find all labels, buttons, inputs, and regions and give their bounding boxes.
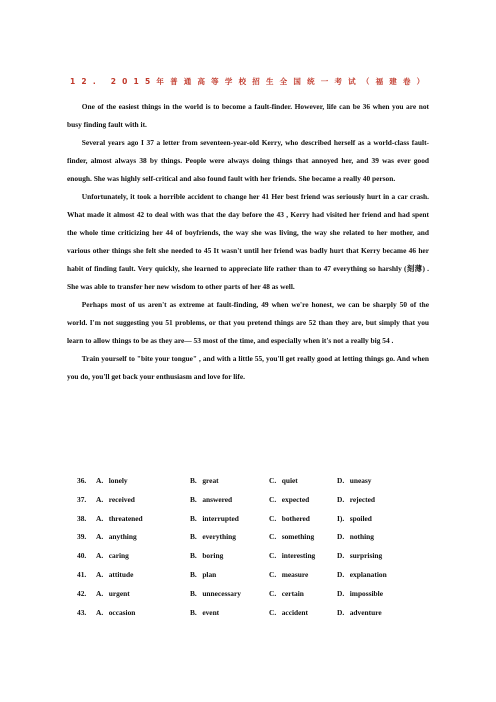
option-a: A. anything (96, 532, 137, 542)
option-d: D. adventure (337, 607, 382, 617)
option-d: I). spoiled (337, 513, 372, 523)
option-c: C. measure (269, 569, 309, 579)
option-b: B. boring (190, 551, 224, 561)
option-row (77, 551, 427, 570)
option-c: C. expected (269, 494, 310, 504)
paragraph: One of the easiest things in the world is to become a fault-finder. However, life can be 36 when you are not busy finding fault with it. (67, 102, 429, 129)
option-row (77, 495, 427, 514)
paragraph: Unfortunately, it took a horrible accident to change her 41 Her best friend was seriously hurt in a car crash. What made it almost 42 to deal with was that the day before the 43 , Kerry had visited her friend and had spent the whole time criticizing her 44 of boyfriends, the way she was living, the way she related to her mother, and various other things she felt she needed to 45 It wasn't until her friend was badly hurt that Kerry became 46 her habit of finding fault. Very quickly, she learned to appreciate life rather than to 47 everything so harshly (刻薄) . She was able to transfer her new wisdom to other parts of her 48 as well. (67, 192, 429, 291)
question-number: 43. (77, 607, 87, 617)
option-row (77, 570, 427, 589)
question-number: 40. (77, 551, 87, 561)
option-d: D. explanation (337, 569, 387, 579)
option-b: B. unnecessary (190, 588, 241, 598)
question-number: 37. (77, 494, 87, 504)
option-b: B. answered (190, 494, 233, 504)
option-c: C. bothered (269, 513, 310, 523)
answer-options (77, 476, 427, 626)
question-number: 36. (77, 476, 87, 485)
option-row (77, 514, 427, 533)
question-number: 38. (77, 513, 87, 523)
question-title: 12. 2015年普通高等学校招生全国统一考试（福建卷） (70, 77, 431, 86)
option-row (77, 608, 427, 627)
question-number: 41. (77, 569, 87, 579)
option-b: B. interrupted (190, 513, 239, 523)
option-a: A. caring (96, 551, 129, 561)
passage (67, 98, 429, 386)
question-number: 39. (77, 532, 87, 542)
option-a: A. urgent (96, 588, 130, 598)
option-row (77, 589, 427, 608)
option-b: B. event (190, 607, 220, 617)
option-c: C. accident (269, 607, 308, 617)
paragraph: Perhaps most of us aren't as extreme at fault-finding, 49 when we're honest, we can be sharply 50 of the world. I'm not suggesting you 51 problems, or that you pretend things are 52 than they are, but simply that you learn to allow things to be as they are— 53 most of the time, and especially when it's not a really big 54 . (67, 300, 429, 345)
option-c: C. quiet (269, 476, 298, 485)
option-a: A. lonely (96, 476, 128, 485)
option-d: D. rejected (337, 494, 376, 504)
option-row (77, 532, 427, 551)
option-c: C. something (269, 532, 315, 542)
option-c: C. interesting (269, 551, 316, 561)
paragraph: Train yourself to "bite your tongue" , and with a little 55, you'll get really good at letting things go. And when you do, you'll get back your enthusiasm and love for life. (67, 354, 429, 381)
option-b: B. great (190, 476, 219, 485)
option-a: A. occasion (96, 607, 136, 617)
option-a: A. threatened (96, 513, 143, 523)
option-row (77, 476, 427, 495)
option-d: D. impossible (337, 588, 383, 598)
option-d: D. uneasy (337, 476, 372, 485)
question-number: 42. (77, 588, 87, 598)
option-c: C. certain (269, 588, 304, 598)
option-d: D. nothing (337, 532, 374, 542)
option-b: B. everything (190, 532, 236, 542)
paragraph: Several years ago I 37 a letter from seventeen-year-old Kerry, who described herself as a world-class fault-finder, almost always 38 by things. People were always doing things that annoyed her, and 39 was ever good enough. She was highly self-critical and also found fault with her friends. She became a really 40 person. (67, 138, 429, 183)
option-d: D. surprising (337, 551, 383, 561)
option-a: A. received (96, 494, 135, 504)
option-a: A. attitude (96, 569, 134, 579)
option-b: B. plan (190, 569, 217, 579)
